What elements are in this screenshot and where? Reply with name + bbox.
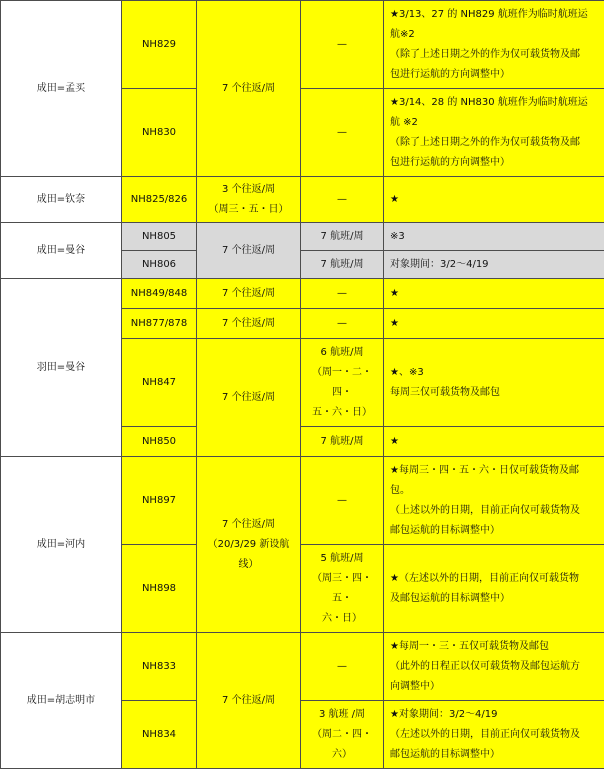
- weekly-flights-cell: 3 航班 /周 （周二・四・ 六）: [301, 701, 384, 769]
- flight-number-cell: NH850: [122, 427, 197, 457]
- frequency-cell: 7 个往返/周: [197, 309, 301, 339]
- flight-number-cell: NH806: [122, 251, 197, 279]
- note-cell: ★: [384, 279, 604, 309]
- flight-number-cell: NH825/826: [122, 177, 197, 223]
- note-cell: ★对象期间：3/2～4/19 （左述以外的日期，目前正向仅可载货物及 邮包运航的目标调整中）: [384, 701, 604, 769]
- table-row: [1, 177, 604, 223]
- weekly-flights-cell: 5 航班/周 （周三・四・ 五・ 六・日）: [301, 545, 384, 633]
- flight-number-cell: NH877/878: [122, 309, 197, 339]
- weekly-flights-cell: 7 航班/周: [301, 251, 384, 279]
- note-cell: ★3/14、28 的 NH830 航班作为临时航班运 航 ※2 （除了上述日期之外的作为仅可载货物及邮 包进行运航的方向调整中）: [384, 89, 604, 177]
- table-row: [1, 633, 604, 701]
- note-cell: ★: [384, 177, 604, 223]
- route-cell: 成田=河内: [1, 457, 122, 633]
- flight-number-cell: NH834: [122, 701, 197, 769]
- note-cell: ★3/13、27 的 NH829 航班作为临时航班运 航※2 （除了上述日期之外的作为仅可载货物及邮 包进行运航的方向调整中）: [384, 1, 604, 89]
- weekly-flights-cell: 7 航班/周: [301, 427, 384, 457]
- flight-number-cell: NH833: [122, 633, 197, 701]
- note-cell: ※3: [384, 223, 604, 251]
- weekly-flights-cell: —: [301, 633, 384, 701]
- note-cell: ★（左述以外的日期，目前正向仅可载货物 及邮包运航的目标调整中）: [384, 545, 604, 633]
- flight-number-cell: NH849/848: [122, 279, 197, 309]
- frequency-cell: 7 个往返/周 （20/3/29 新设航 线）: [197, 457, 301, 633]
- route-cell: 成田=曼谷: [1, 223, 122, 279]
- flight-number-cell: NH897: [122, 457, 197, 545]
- weekly-flights-cell: 6 航班/周 （周一・二・ 四・ 五・六・日）: [301, 339, 384, 427]
- frequency-cell: 7 个往返/周: [197, 1, 301, 177]
- table-row: [1, 223, 604, 251]
- flight-number-cell: NH847: [122, 339, 197, 427]
- note-cell: ★每周三・四・五・六・日仅可载货物及邮 包。 （上述以外的日期，目前正向仅可载货物及 邮包运航的目标调整中）: [384, 457, 604, 545]
- note-cell: ★: [384, 427, 604, 457]
- note-cell: 对象期间：3/2～4/19: [384, 251, 604, 279]
- note-cell: ★每周一・三・五仅可载货物及邮包 （此外的日程正以仅可载货物及邮包运航方 向调整中）: [384, 633, 604, 701]
- flight-number-cell: NH829: [122, 1, 197, 89]
- route-cell: 成田=孟买: [1, 1, 122, 177]
- weekly-flights-cell: —: [301, 457, 384, 545]
- weekly-flights-cell: —: [301, 1, 384, 89]
- frequency-cell: 7 个往返/周: [197, 223, 301, 279]
- table-row: [1, 1, 604, 89]
- table-row: [1, 279, 604, 309]
- weekly-flights-cell: 7 航班/周: [301, 223, 384, 251]
- note-cell: ★: [384, 309, 604, 339]
- route-cell: 成田=胡志明市: [1, 633, 122, 769]
- frequency-cell: 7 个往返/周: [197, 633, 301, 769]
- flight-number-cell: NH830: [122, 89, 197, 177]
- flight-number-cell: NH898: [122, 545, 197, 633]
- note-cell: ★、※3 每周三仅可载货物及邮包: [384, 339, 604, 427]
- weekly-flights-cell: —: [301, 279, 384, 309]
- table-row: [1, 457, 604, 545]
- route-cell: 成田=钦奈: [1, 177, 122, 223]
- weekly-flights-cell: —: [301, 177, 384, 223]
- frequency-cell: 7 个往返/周: [197, 339, 301, 457]
- frequency-cell: 3 个往返/周 （周三・五・日）: [197, 177, 301, 223]
- frequency-cell: 7 个往返/周: [197, 279, 301, 309]
- weekly-flights-cell: —: [301, 89, 384, 177]
- weekly-flights-cell: —: [301, 309, 384, 339]
- flight-number-cell: NH805: [122, 223, 197, 251]
- route-cell: 羽田=曼谷: [1, 279, 122, 457]
